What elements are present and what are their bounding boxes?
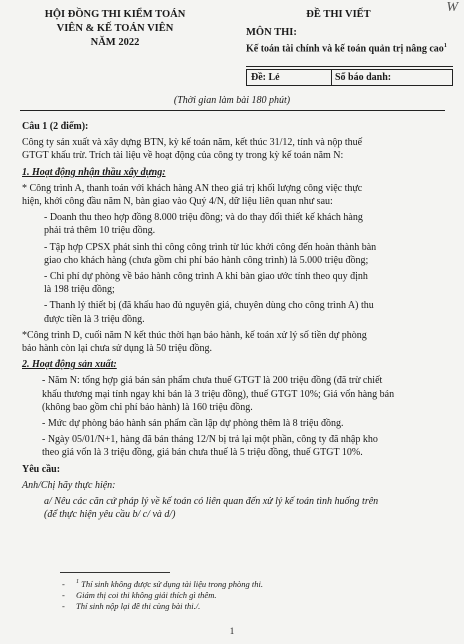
project-a-item-2: - Tập hợp CPSX phát sinh thi công công trình từ lúc khởi công đến hoàn thành bàn giao cho khách hàng (chưa gồm chi phí bảo hành công trình) là 5.000 triệu đồng;	[44, 241, 377, 266]
production-item-2: - Mức dự phòng bảo hành sản phẩm cần lập dự phòng thêm là 8 triệu đồng.	[42, 418, 344, 430]
subject-label: MÔN THI:	[246, 27, 297, 38]
project-a-item-4: - Thanh lý thiết bị (đã khấu hao đủ nguyên giá, chuyên dùng cho công trình A) thu được tiền là 3 triệu đồng.	[44, 300, 374, 325]
footnote-3: - Thí sinh nộp lại đề thi cùng bài thi./.	[62, 600, 201, 611]
project-a-item-1: - Doanh thu theo hợp đồng 8.000 triệu đồng; và do thay đổi thiết kế khách hàng phải trả thêm 10 triệu đồng.	[44, 212, 363, 237]
org-line-3: NĂM 2022	[90, 37, 140, 48]
candidate-number-label: Số báo danh:	[335, 72, 392, 83]
section-2-title: 2. Hoạt động sản xuất:	[22, 359, 117, 371]
org-line-1: HỘI ĐỒNG THI KIỂM TOÁN	[44, 9, 186, 20]
org-line-2: VIÊN & KẾ TOÁN VIÊN	[56, 23, 174, 34]
organization-header	[20, 8, 210, 50]
production-item-1: - Năm N: tổng hợp giá bán sản phẩm chưa thuế GTGT là 200 triệu đồng (đã trừ chiết khấu thương mại tính ngay khi bán là 3 triệu đồng), thuế GTGT 10%; Giá vốn hàng bán (không bao gồm chi phí bảo hành) là 160 triệu đồng.	[42, 375, 395, 413]
section-divider	[20, 110, 445, 111]
question-body	[22, 120, 442, 524]
footnote-2: - Giám thị coi thi không giải thích gì thêm.	[62, 589, 217, 600]
production-item-3: - Ngày 05/01/N+1, hàng đã bán tháng 12/N bị trả lại một phần, công ty đã nhập kho theo giá vốn là 3 triệu đồng, giá bán chưa thuế là 5 triệu đồng, thuế GTGT 10%.	[42, 434, 378, 459]
exam-code-box	[246, 69, 453, 86]
project-a-paragraph: * Công trình A, thanh toán với khách hàng AN theo giá trị khối lượng công việc thực hiện, khởi công đầu năm N, bàn giao vào Quý 4/N, dữ liệu liên quan như sau:	[22, 182, 363, 208]
footnote-1: - $^1$ Thí sinh không được sử dụng tài liệu trong phòng thi.	[62, 578, 263, 589]
exam-title: ĐỀ THI VIẾT	[306, 9, 371, 20]
requirements-title: Yêu cầu:	[22, 463, 61, 475]
time-note: (Thời gian làm bài 180 phút)	[173, 95, 291, 106]
question-title: Câu 1 (2 điểm):	[22, 121, 89, 132]
footnote-divider	[60, 572, 170, 573]
page-number: 1	[229, 626, 235, 636]
code-box-divider	[331, 70, 332, 85]
project-d-paragraph: *Công trình D, cuối năm N kết thúc thời hạn bảo hành, kế toán xử lý số tiền dự phòng bảo hành còn lại chưa sử dụng là 50 triệu đồng.	[22, 329, 367, 355]
footnotes	[62, 577, 422, 612]
project-a-item-3: - Chi phí dự phòng về bảo hành công trình A khi bàn giao ước tính theo quy định là 198 triệu đồng;	[44, 271, 368, 296]
section-1-title: 1. Hoạt động nhận thầu xây dựng:	[22, 166, 166, 178]
exam-header	[246, 8, 451, 55]
requirements-prompt: Anh/Chị hãy thực hiện:	[22, 479, 116, 491]
subject-footnote-mark: 1	[443, 43, 447, 49]
subject-name: Kế toán tài chính và kế toán quản trị nâng cao$^1$	[246, 43, 447, 55]
requirement-a: a/ Nêu các căn cứ pháp lý về kế toán có liên quan đến xử lý kế toán tình huống trên (để thực hiện yêu cầu b/ c/ và d/)	[44, 496, 379, 521]
exam-code-label: Đề: Lẻ	[251, 72, 280, 83]
intro-paragraph: Công ty sản xuất và xây dựng BTN, kỳ kế toán năm, kết thúc 31/12, tính và nộp thuế GTGT khấu trừ. Trích tài liệu về hoạt động của công ty trong kỳ kế toán năm N:	[22, 137, 363, 162]
header-divider	[246, 66, 453, 67]
handwritten-mark: W	[446, 0, 458, 15]
